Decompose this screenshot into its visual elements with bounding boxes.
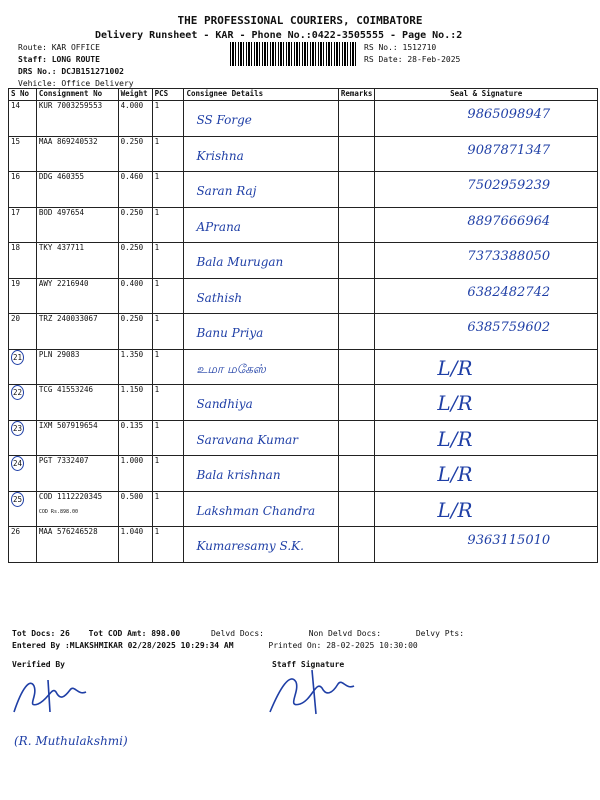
pcs-cell	[152, 136, 184, 172]
consignment-cell	[36, 349, 118, 385]
consignment-text: PLN 29083	[38, 349, 80, 359]
weight-cell	[118, 207, 152, 243]
pcs-cell	[152, 314, 184, 350]
tot-docs: Tot Docs: 26	[12, 629, 70, 638]
remarks-cell	[338, 136, 375, 172]
sno-cell	[9, 456, 37, 492]
consignee-text: Lakshman Chandra	[196, 503, 316, 518]
consignment-text: PGT 7332407	[38, 456, 89, 465]
signature-text: L/R	[437, 391, 473, 415]
pcs-cell	[152, 101, 184, 137]
table-row	[9, 385, 598, 421]
weight-cell	[118, 491, 152, 527]
sno-cell	[9, 491, 37, 527]
weight-cell	[118, 243, 152, 279]
weight-text: 1.350	[120, 349, 144, 359]
barcode	[230, 42, 356, 66]
weight-cell	[118, 278, 152, 314]
company-title: THE PROFESSIONAL COURIERS, COIMBATORE	[177, 14, 423, 27]
consignee-text: Saran Raj	[196, 184, 257, 198]
table-row	[9, 349, 598, 385]
entered-by: Entered By :MLAKSHMIKAR 02/28/2025 10:29:34 AM	[12, 641, 234, 650]
verified-label: Verified By	[12, 660, 65, 669]
runsheet-table	[8, 88, 598, 563]
pcs-text: 1	[154, 243, 160, 252]
consignee-cell	[184, 172, 338, 208]
weight-cell	[118, 172, 152, 208]
signature-text: L/R	[437, 426, 473, 451]
consignment-cell	[36, 101, 118, 137]
col-sno: S No	[9, 89, 37, 101]
pcs-text: 1	[154, 491, 160, 501]
signature-text: 9865098947	[467, 107, 551, 122]
sno-cell	[9, 207, 37, 243]
signature-cell	[375, 207, 598, 243]
staff-label: Staff: LONG ROUTE	[18, 55, 100, 64]
weight-cell	[118, 420, 152, 456]
weight-text: 0.250	[120, 136, 144, 146]
consignee-cell	[184, 278, 338, 314]
pcs-text: 1	[154, 527, 160, 536]
col-consignment: Consignment No	[36, 89, 118, 101]
consignee-cell	[184, 456, 338, 492]
pcs-cell	[152, 527, 184, 563]
consignment-cell	[36, 278, 118, 314]
weight-cell	[118, 527, 152, 563]
signature-cell	[375, 420, 598, 456]
table-row	[9, 243, 598, 279]
consignee-cell	[184, 101, 338, 137]
signature-cell	[375, 314, 598, 350]
sno-cell	[9, 278, 37, 314]
sno-text: 15	[11, 136, 21, 146]
signature-cell	[375, 243, 598, 279]
entered-line	[12, 641, 592, 650]
signature-text: 8897666964	[467, 213, 551, 229]
weight-text: 0.250	[120, 207, 144, 217]
signature-text: 6385759602	[467, 320, 551, 335]
weight-text: 1.040	[120, 527, 144, 536]
pcs-text: 1	[154, 385, 160, 394]
consignee-text: Kumaresamy S.K.	[196, 539, 304, 553]
consignment-text: AWY 2216940	[38, 278, 89, 288]
consignment-cell	[36, 456, 118, 492]
sno-text: 24	[11, 456, 24, 471]
table-row	[9, 101, 598, 137]
consignee-text: APrana	[196, 219, 241, 234]
sno-cell	[9, 527, 37, 563]
sno-text: 21	[11, 350, 24, 365]
consignment-text: KUR 7003259553	[38, 101, 103, 110]
pcs-text: 1	[154, 172, 160, 181]
remarks-cell	[338, 278, 375, 314]
sno-text: 23	[11, 421, 24, 436]
col-pcs: PCS	[152, 89, 184, 101]
remarks-cell	[338, 207, 375, 243]
tot-cod: Tot COD Amt: 898.00	[88, 629, 181, 638]
sno-text: 19	[11, 278, 21, 288]
remarks-cell	[338, 527, 375, 563]
consignee-cell	[184, 314, 338, 350]
drs-label: DRS No.: DCJB151271002	[18, 67, 124, 76]
signature-text: L/R	[437, 462, 473, 486]
table-header-row	[9, 89, 598, 101]
remarks-cell	[338, 420, 375, 456]
col-signature: Seal & Signature	[375, 89, 598, 101]
consignment-text: DDG 460355	[38, 172, 85, 181]
remarks-cell	[338, 491, 375, 527]
consignment-text: MAA 576246528	[38, 527, 98, 536]
consignee-text: Sandhiya	[196, 397, 253, 411]
signature-cell	[375, 456, 598, 492]
weight-cell	[118, 314, 152, 350]
staff-signature	[262, 664, 362, 720]
sno-cell	[9, 349, 37, 385]
signature-cell	[375, 349, 598, 385]
signature-text: L/R	[437, 355, 473, 380]
weight-text: 4.000	[120, 101, 144, 110]
pcs-cell	[152, 491, 184, 527]
table-row	[9, 456, 598, 492]
remarks-cell	[338, 385, 375, 421]
totals-line	[12, 629, 592, 638]
signature-text: 9363115010	[467, 533, 551, 548]
sno-cell	[9, 385, 37, 421]
consignee-cell	[184, 385, 338, 421]
sno-cell	[9, 172, 37, 208]
pcs-cell	[152, 349, 184, 385]
consignment-cell	[36, 172, 118, 208]
signature-text: L/R	[437, 497, 473, 522]
weight-text: 0.460	[120, 172, 144, 181]
consignee-cell	[184, 527, 338, 563]
table-row	[9, 527, 598, 563]
col-remarks: Remarks	[338, 89, 375, 101]
runsheet-subtitle: Delivery Runsheet - KAR - Phone No.:0422-3505555 - Page No.:2	[95, 30, 463, 41]
sno-cell	[9, 420, 37, 456]
consignee-cell	[184, 136, 338, 172]
consignment-text: BOD 497654	[38, 207, 85, 217]
sno-cell	[9, 314, 37, 350]
consignment-text: TKY 437711	[38, 243, 85, 252]
table-row	[9, 172, 598, 208]
sno-text: 18	[11, 243, 21, 252]
col-consignee: Consignee Details	[184, 89, 338, 101]
consignee-text: Bala Murugan	[196, 255, 284, 269]
consignment-text: COD 1112220345	[38, 491, 103, 501]
consignment-text: IXM 507919654	[38, 420, 98, 430]
sno-text: 25	[11, 492, 24, 507]
consignee-text: Saravana Kumar	[196, 432, 299, 447]
table-row	[9, 207, 598, 243]
table-row	[9, 136, 598, 172]
weight-cell	[118, 101, 152, 137]
pcs-text: 1	[154, 349, 160, 359]
consignment-cell	[36, 243, 118, 279]
weight-text: 0.500	[120, 491, 144, 501]
consignment-cell	[36, 527, 118, 563]
consignee-text: Bala krishnan	[196, 468, 281, 482]
consignee-text: உமா மகேஸ்	[196, 361, 266, 376]
rs-no-label: RS No.: 1512710	[364, 43, 437, 52]
consignee-text: Sathish	[196, 290, 243, 305]
weight-text: 0.135	[120, 420, 144, 430]
route-label: Route: KAR OFFICE	[18, 43, 100, 52]
pcs-cell	[152, 385, 184, 421]
sno-text: 16	[11, 172, 21, 181]
signature-text: 7373388050	[467, 249, 551, 264]
remarks-cell	[338, 101, 375, 137]
weight-cell	[118, 385, 152, 421]
consignment-cell	[36, 385, 118, 421]
pcs-text: 1	[154, 278, 160, 288]
pcs-cell	[152, 207, 184, 243]
weight-text: 0.250	[120, 243, 144, 252]
consignee-cell	[184, 207, 338, 243]
consignment-text: TCG 41553246	[38, 385, 94, 394]
remarks-cell	[338, 456, 375, 492]
consignee-text: Banu Priya	[196, 326, 264, 340]
pcs-cell	[152, 456, 184, 492]
consignee-cell	[184, 349, 338, 385]
consignee-cell	[184, 243, 338, 279]
sno-cell	[9, 243, 37, 279]
verifier-signature	[8, 668, 98, 720]
weight-text: 0.400	[120, 278, 144, 288]
signature-cell	[375, 527, 598, 563]
pcs-cell	[152, 420, 184, 456]
consignment-cell	[36, 491, 118, 527]
meta-right	[364, 42, 460, 66]
remarks-cell	[338, 243, 375, 279]
consignment-cell	[36, 136, 118, 172]
table-row	[9, 491, 598, 527]
signature-cell	[375, 385, 598, 421]
consignment-text: TRZ 240033067	[38, 314, 98, 323]
consignment-cell	[36, 314, 118, 350]
weight-text: 0.250	[120, 314, 144, 323]
weight-text: 1.000	[120, 456, 144, 465]
meta-left	[18, 42, 134, 90]
signature-cell	[375, 136, 598, 172]
consignment-text: MAA 869240532	[38, 136, 98, 146]
delvd-docs: Delvd Docs:	[210, 629, 264, 638]
table-row	[9, 420, 598, 456]
pcs-text: 1	[154, 420, 160, 430]
staff-signature-label: Staff Signature	[272, 660, 345, 669]
consignee-cell	[184, 420, 338, 456]
pcs-cell	[152, 172, 184, 208]
sno-cell	[9, 136, 37, 172]
remarks-cell	[338, 172, 375, 208]
rs-date-label: RS Date: 28-Feb-2025	[364, 55, 461, 64]
signature-cell	[375, 101, 598, 137]
sno-text: 20	[11, 314, 21, 323]
pcs-text: 1	[154, 101, 160, 110]
remarks-cell	[338, 349, 375, 385]
pcs-cell	[152, 278, 184, 314]
sno-text: 22	[11, 385, 24, 400]
cod-amount: COD Rs.898.00	[38, 508, 79, 515]
pcs-cell	[152, 243, 184, 279]
vehicle-label: Vehicle: Office Delivery	[18, 79, 134, 88]
weight-cell	[118, 136, 152, 172]
table-row	[9, 314, 598, 350]
sno-text: 14	[11, 101, 21, 110]
table-row	[9, 278, 598, 314]
weight-cell	[118, 456, 152, 492]
sno-cell	[9, 101, 37, 137]
signature-text: 6382482742	[467, 284, 551, 300]
signature-cell	[375, 278, 598, 314]
non-delvd-docs: Non Delvd Docs:	[308, 629, 382, 638]
signature-text: 7502959239	[467, 178, 551, 193]
pcs-text: 1	[154, 136, 160, 146]
signature-text: 9087871347	[467, 142, 551, 158]
weight-text: 1.150	[120, 385, 144, 394]
signature-cell	[375, 491, 598, 527]
weight-cell	[118, 349, 152, 385]
consignment-cell	[36, 207, 118, 243]
consignee-cell	[184, 491, 338, 527]
consignee-text: SS Forge	[196, 113, 252, 127]
signature-cell	[375, 172, 598, 208]
delvy-pts: Delvy Pts:	[415, 629, 465, 638]
pcs-text: 1	[154, 456, 160, 465]
pcs-text: 1	[154, 207, 160, 217]
sno-text: 26	[11, 527, 21, 536]
consignee-text: Krishna	[196, 148, 244, 163]
printed-on: Printed On: 28-02-2025 10:30:00	[268, 641, 418, 650]
col-weight: Weight	[118, 89, 152, 101]
verifier-name: (R. Muthulakshmi)	[14, 734, 128, 748]
consignment-cell	[36, 420, 118, 456]
pcs-text: 1	[154, 314, 160, 323]
remarks-cell	[338, 314, 375, 350]
sno-text: 17	[11, 207, 21, 217]
